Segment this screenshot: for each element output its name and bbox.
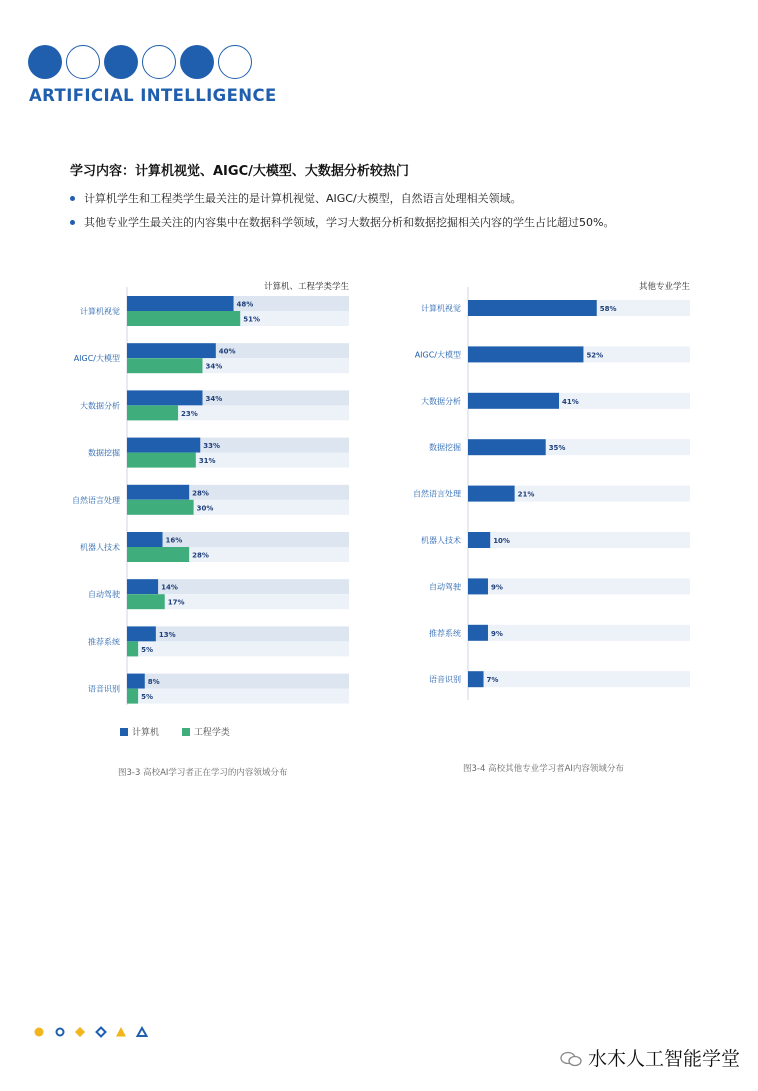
data-label: 48% [236,300,254,309]
legend-item-engineering [182,725,230,738]
data-label: 5% [141,693,153,702]
data-label: 17% [167,598,185,607]
bar-track [127,689,349,704]
diamond-filled-icon [75,1027,85,1037]
bar [468,532,490,548]
chart-other-majors-svg [400,275,700,715]
chart-legend [120,725,250,738]
bar [468,300,597,316]
chart-caption-2: 图3-4 高校其他专业学习者AI内容领域分布 [463,764,624,774]
category-label: 计算机视觉 [421,304,461,313]
data-label: 9% [490,629,503,638]
chart-caption-1: 图3-3 高校AI学习者正在学习的内容领域分布 [118,768,288,778]
footer-shapes [34,1024,154,1038]
category-label: 计算机视觉 [80,307,120,316]
watermark [560,1044,740,1071]
data-label: 14% [161,583,178,592]
data-label: 41% [562,397,579,406]
category-label: AIGC/大模型 [73,354,120,364]
bar [127,594,165,609]
data-label: 34% [205,394,223,403]
chart-cs-engineering-svg [60,275,360,715]
bar [127,311,240,326]
brain-outline-icon [218,45,252,79]
brain-network-icon [104,45,138,79]
category-label: 自然语言处理 [72,495,120,505]
data-label: 8% [147,678,160,687]
data-label: 35% [548,444,566,453]
data-label: 51% [243,315,260,324]
category-label: 推荐系统 [429,628,461,638]
category-label: 数据挖掘 [429,443,461,453]
bar [127,438,200,453]
data-label: 16% [165,536,183,545]
chart-cs-engineering [60,275,360,715]
bar [127,358,202,373]
bar [127,500,194,515]
data-label: 34% [205,362,223,371]
footer-shapes-svg [34,1025,154,1039]
triangle-outline-icon [138,1028,147,1036]
data-label: 5% [141,645,153,654]
category-label: 机器人技术 [80,543,120,552]
legend-swatch [120,728,128,736]
data-label: 58% [599,305,617,313]
bar [127,296,234,311]
data-label: 7% [486,676,499,685]
data-label: 28% [192,551,209,560]
bar [468,625,488,641]
data-label: 10% [493,537,510,545]
section-heading: 学习内容：计算机视觉、AIGC/大模型、大数据分析较热门 [70,164,409,179]
category-label: 自动驾驶 [429,582,461,592]
data-label: 52% [586,351,604,360]
bullet-item [70,214,614,238]
bar [127,641,138,656]
category-label: 大数据分析 [421,396,461,406]
category-label: 大数据分析 [80,401,120,411]
legend-label: 计算机 [132,728,160,738]
bar [127,390,202,405]
bar [127,547,189,562]
data-label: 28% [192,489,209,498]
bar-track [127,674,349,689]
category-label: AIGC/大模型 [414,350,461,360]
bar [468,671,484,687]
category-label: 自动驾驶 [88,590,120,600]
bar [127,689,138,704]
brain-outline-icon [142,45,176,79]
data-label: 30% [196,504,214,513]
bar [127,405,178,420]
data-label: 31% [198,457,216,466]
category-label: 数据挖掘 [88,448,120,458]
brain-network-icon [180,45,214,79]
bar-track [468,671,690,687]
bar [127,626,156,641]
brain-outline-icon [66,45,100,79]
category-label: 机器人技术 [421,536,461,545]
data-label: 21% [517,490,535,499]
legend-item-computer [120,725,159,738]
dot-filled-icon [35,1028,44,1037]
bar [468,346,583,362]
chart-title: 其他专业学生 [638,282,690,292]
data-label: 13% [158,630,176,639]
category-label: 推荐系统 [88,637,120,647]
bar [468,578,488,594]
circle-outline-icon [57,1029,64,1036]
bar [127,485,189,500]
bullet-text: 计算机学生和工程类学生最关注的是计算机视觉、AIGC/大模型，自然语言处理相关领域。 [84,192,522,205]
data-label: 9% [490,583,503,592]
bullet-dot-icon [70,196,75,201]
wechat-icon [560,1050,582,1066]
bullet-item [70,190,614,214]
bar-track [127,641,349,656]
logo-text: ARTIFICIAL INTELLIGENCE [29,86,277,105]
chart-other-majors [400,275,700,715]
bullet-list [70,190,614,238]
bar [127,532,163,547]
bar [468,393,559,409]
category-label: 语音识别 [88,684,120,694]
bar [468,486,515,502]
data-label: 33% [203,442,221,451]
bar [127,453,196,468]
bar [127,579,158,594]
brain-network-icon [28,45,62,79]
legend-label: 工程学类 [193,728,230,738]
bar [127,674,145,689]
diamond-outline-icon [97,1028,106,1037]
category-label: 语音识别 [429,675,461,685]
bullet-dot-icon [70,220,75,225]
data-label: 40% [218,347,236,356]
triangle-filled-icon [116,1027,126,1037]
bullet-text: 其他专业学生最关注的内容集中在数据科学领域，学习大数据分析和数据挖掘相关内容的学生占比超过50%。 [84,216,615,229]
category-label: 自然语言处理 [413,489,461,499]
bar [127,343,216,358]
bar [468,439,546,455]
legend-swatch [182,728,190,736]
chart-title: 计算机、工程学类学生 [263,282,349,292]
data-label: 23% [181,409,198,418]
watermark-text: 水木人工智能学堂 [588,1048,741,1070]
